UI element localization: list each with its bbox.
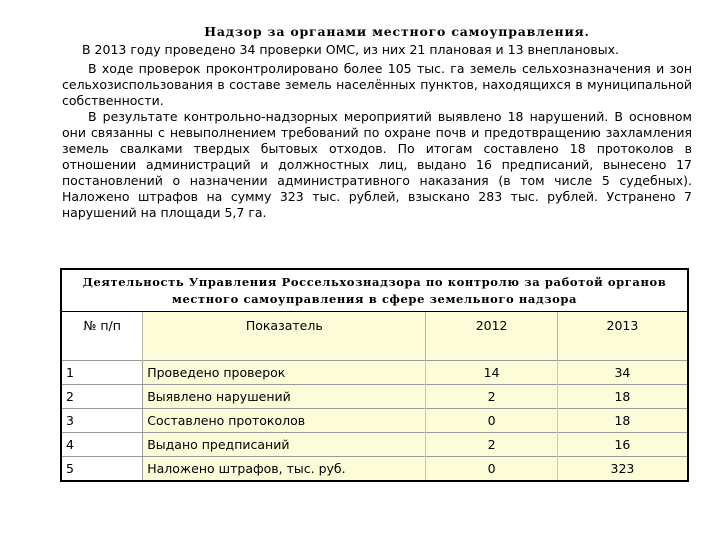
paragraph-inspections: В 2013 году проведено 34 проверки ОМС, из них 21 плановая и 13 внеплановых. [82, 42, 619, 57]
header-2012: 2012 [426, 312, 558, 361]
row-indicator: Проведено проверок [143, 361, 426, 385]
row-value-2012: 2 [426, 433, 558, 457]
row-indicator: Составлено протоколов [143, 409, 426, 433]
table-caption: Деятельность Управления Россельхознадзора по контролю за работой органов местного самоуправления в сфере земельного надзора [61, 269, 688, 312]
row-num: 2 [61, 385, 143, 409]
row-indicator: Выдано предписаний [143, 433, 426, 457]
header-2013: 2013 [557, 312, 688, 361]
row-value-2013: 18 [557, 385, 688, 409]
row-value-2012: 0 [426, 409, 558, 433]
table-row [61, 409, 688, 433]
table-row [61, 385, 688, 409]
row-value-2012: 14 [426, 361, 558, 385]
row-num: 1 [61, 361, 143, 385]
paragraph-results: В результате контрольно-надзорных мероприятий выявлено 18 нарушений. В основном они связанны с невыполнением требований по охране почв и предотвращению захламления земель свалками твердых бытовых отходов. По итогам составлено 18 протоколов в отношении администраций и должностных лиц, выдано 16 предписаний, вынесено 17 постановлений о назначении административного наказания (в том числе 5 судебных). Наложено штрафов на сумму 323 тыс. рублей, взыскано 283 тыс. рублей. Устранено 7 нарушений на площади 5,7 га. [62, 109, 692, 220]
row-value-2012: 0 [426, 457, 558, 482]
header-num: № п/п [61, 312, 143, 361]
row-value-2013: 16 [557, 433, 688, 457]
paragraph-land-area: В ходе проверок проконтролировано более 105 тыс. га земель сельхозназначения и зон сельхозиспользования в составе земель населённых пунктов, находящихся в муниципальной собственности. [62, 61, 692, 108]
document-body [62, 24, 692, 221]
row-value-2013: 323 [557, 457, 688, 482]
table-row [61, 361, 688, 385]
table-row [61, 457, 688, 482]
header-indicator: Показатель [143, 312, 426, 361]
activity-table [60, 268, 689, 482]
document-title: Надзор за органами местного самоуправления. [204, 24, 590, 39]
table-row [61, 433, 688, 457]
row-num: 5 [61, 457, 143, 482]
row-value-2013: 34 [557, 361, 688, 385]
row-indicator: Выявлено нарушений [143, 385, 426, 409]
row-value-2012: 2 [426, 385, 558, 409]
row-indicator: Наложено штрафов, тыс. руб. [143, 457, 426, 482]
row-num: 4 [61, 433, 143, 457]
row-value-2013: 18 [557, 409, 688, 433]
row-num: 3 [61, 409, 143, 433]
table-header-row [61, 312, 688, 361]
